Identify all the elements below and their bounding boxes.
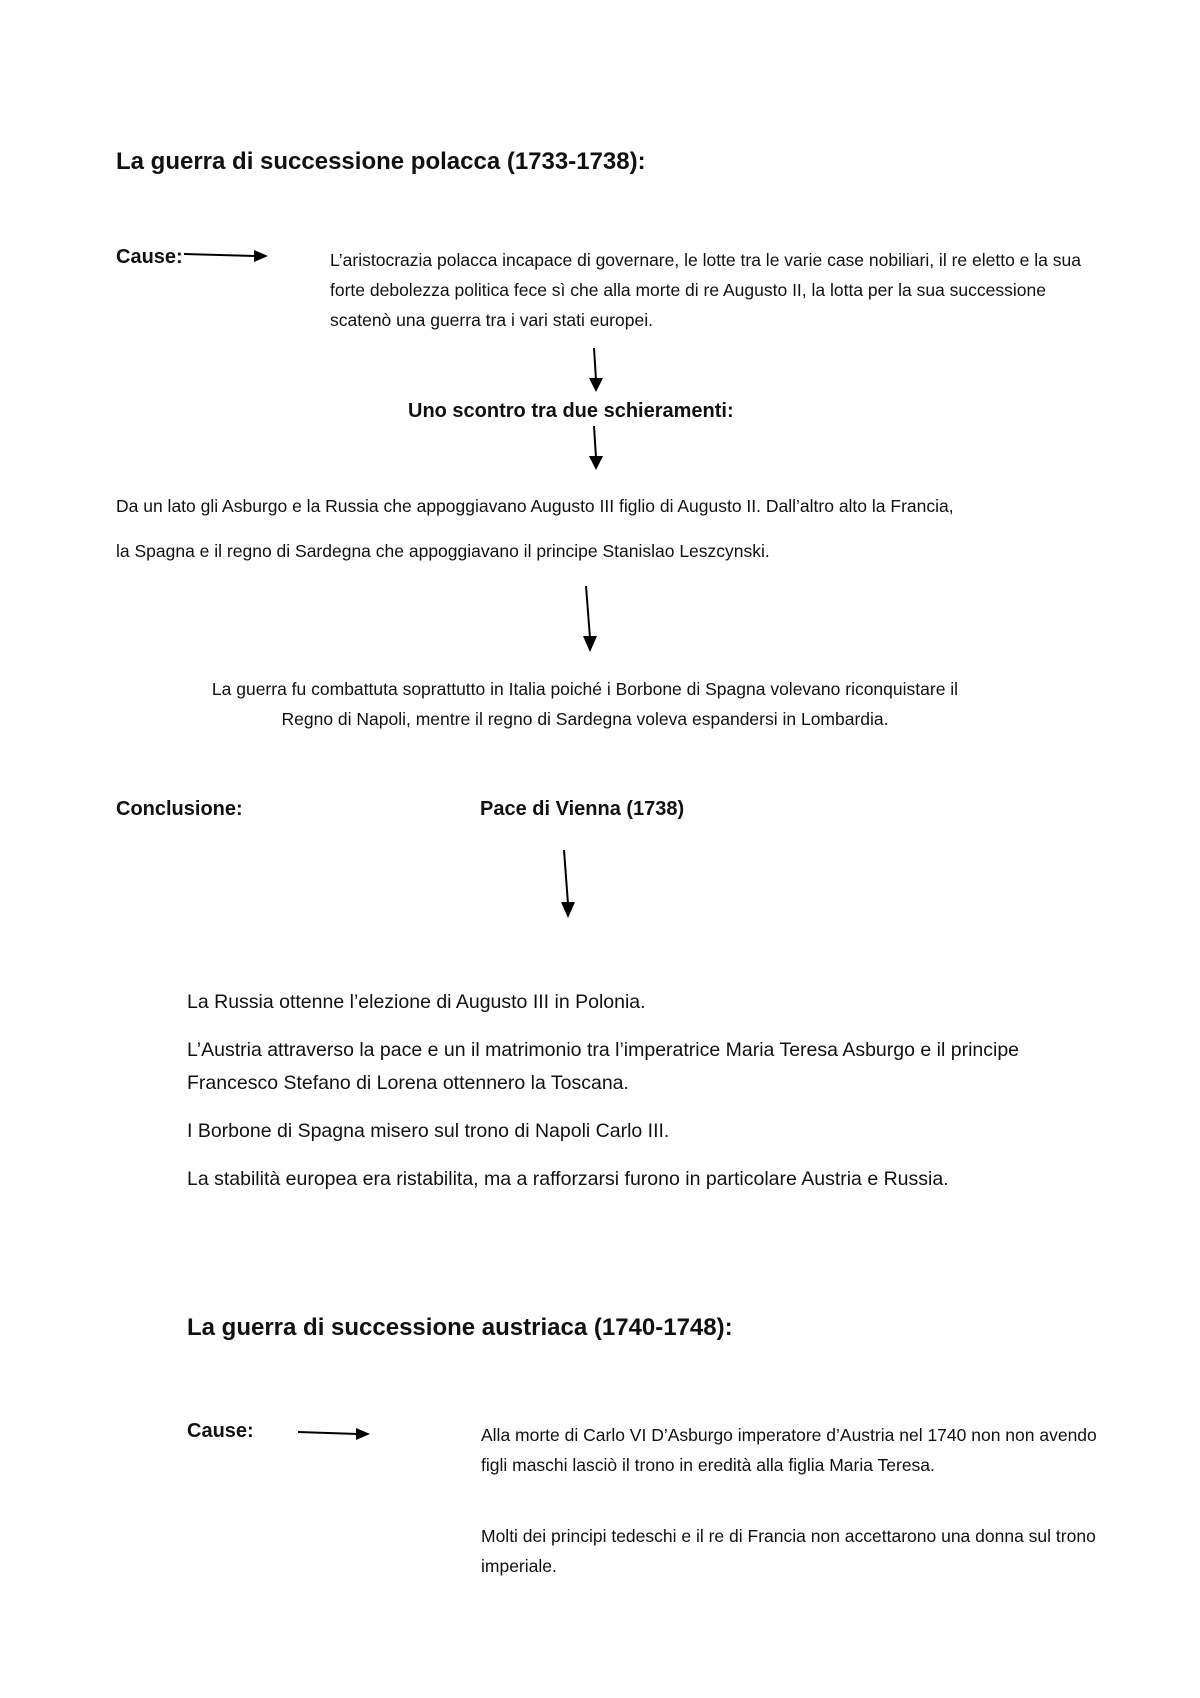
right-arrow-icon — [298, 1426, 374, 1442]
down-arrow-icon — [586, 348, 606, 396]
right-arrow-icon — [184, 248, 270, 264]
section2-cause-text-1: Alla morte di Carlo VI D’Asburgo imperatore d’Austria nel 1740 non non avendo figli maschi lasciò il trono in eredità alla figlia Maria Teresa. — [481, 1425, 1097, 1475]
sides-line-2: la Spagna e il regno di Sardegna che appoggiavano il principe Stanislao Leszcynski. — [116, 541, 770, 561]
section2-cause-text-2: Molti dei principi tedeschi e il re di Francia non accettarono una donna sul trono imperiale. — [481, 1526, 1096, 1576]
outcome-item: La Russia ottenne l’elezione di Augusto III in Polonia. — [187, 991, 646, 1013]
down-arrow-icon — [578, 586, 602, 658]
outcome-item: I Borbone di Spagna misero sul trono di Napoli Carlo III. — [187, 1120, 670, 1142]
section1-cause-text: L’aristocrazia polacca incapace di governare, le lotte tra le varie case nobiliari, il re eletto e la sua forte debolezza politica fece sì che alla morte di re Augusto II, la lotta per la sua successione scatenò una guerra tra i vari stati europei. — [330, 250, 1081, 330]
down-arrow-icon — [586, 426, 606, 474]
down-arrow-icon — [556, 850, 580, 922]
section2-title: La guerra di successione austriaca (1740-1748): — [187, 1314, 733, 1341]
outcome-item: L’Austria attraverso la pace e un il matrimonio tra l’imperatrice Maria Teresa Asburgo e il principe Francesco Stefano di Lorena ottennero la Toscana. — [187, 1039, 1020, 1094]
section2-cause-label: Cause: — [187, 1420, 254, 1442]
section1-title: La guerra di successione polacca (1733-1738): — [116, 148, 646, 175]
section1-cause-label: Cause: — [116, 246, 183, 268]
sides-line-1: Da un lato gli Asburgo e la Russia che appoggiavano Augusto III figlio di Augusto II. Dall’altro alto la Francia, — [116, 496, 954, 516]
outcome-item: La stabilità europea era ristabilita, ma a rafforzarsi furono in particolare Austria e Russia. — [187, 1168, 949, 1190]
italy-text: La guerra fu combattuta soprattutto in Italia poiché i Borbone di Spagna volevano riconquistare il Regno di Napoli, mentre il regno di Sardegna voleva espandersi in Lombardia. — [211, 679, 959, 729]
scontro-heading: Uno scontro tra due schieramenti: — [408, 400, 734, 422]
conclusion-label: Conclusione: — [116, 798, 243, 820]
peace-title: Pace di Vienna (1738) — [480, 798, 685, 820]
outcomes-list — [187, 986, 1087, 1196]
